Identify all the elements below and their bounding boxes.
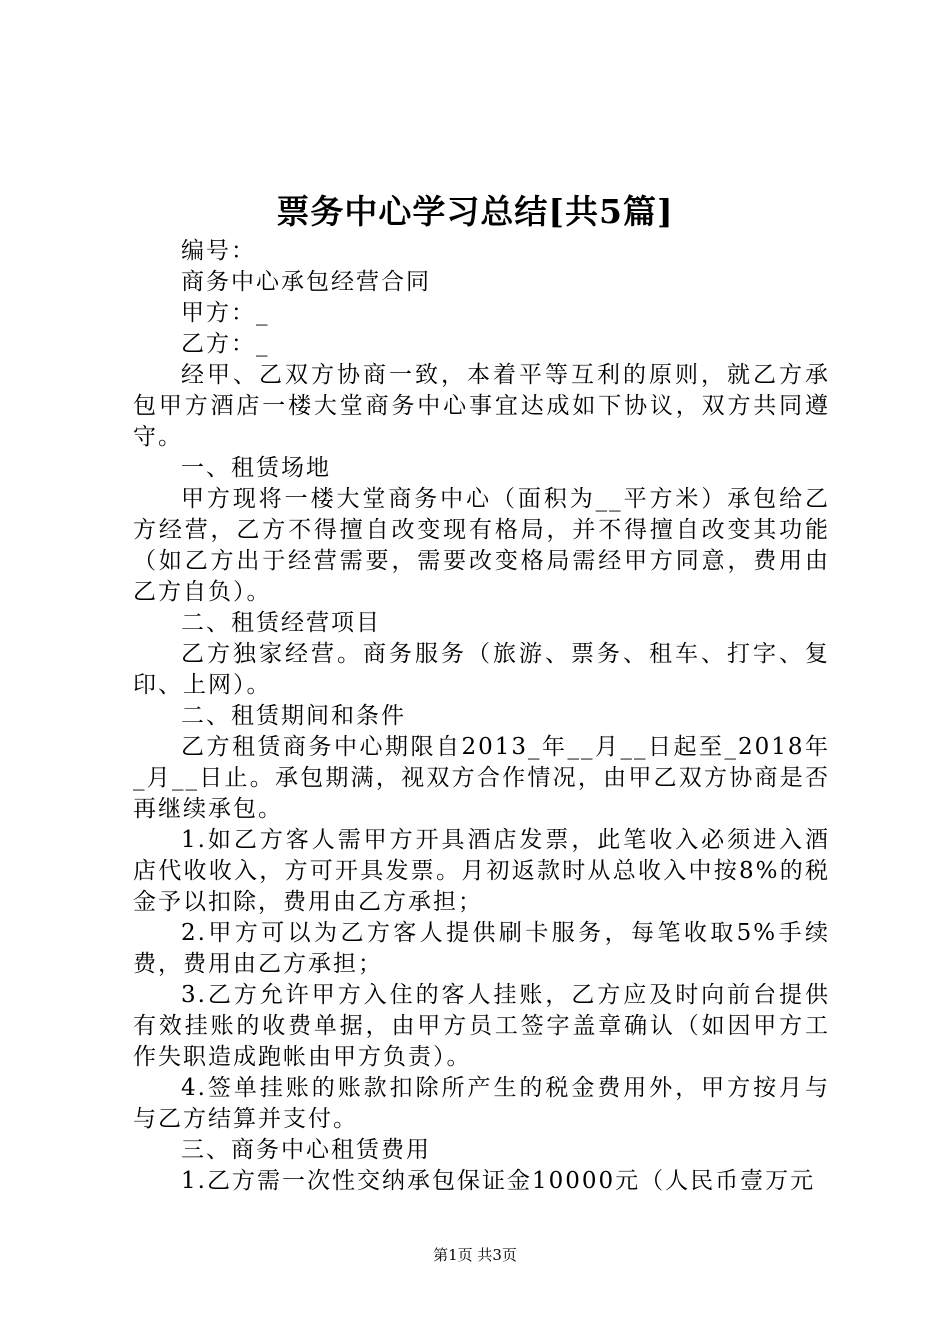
clause-4-settlement: 4.签单挂账的账款扣除所产生的税金费用外，甲方按月与与乙方结算并支付。 xyxy=(133,1075,830,1132)
paragraph-lease-term: 乙方租赁商务中心期限自2013_年__月__日起至_2018年_月__日止。承包期满，视双方合作情况，由甲乙双方协商是否再继续承包。 xyxy=(133,734,830,822)
page-footer: 第1页 共3页 xyxy=(433,1246,517,1264)
section-heading-lease-fees: 三、商务中心租赁费用 xyxy=(181,1137,431,1163)
paragraph-party-b: 乙方：_ xyxy=(181,331,270,357)
paragraph-party-a: 甲方：_ xyxy=(181,300,270,326)
clause-1-invoice: 1.如乙方客人需甲方开具酒店发票，此笔收入必须进入酒店代收收入，方可开具发票。月初返款时从总收入中按8%的税金予以扣除，费用由乙方承担； xyxy=(133,827,830,915)
section-heading-lease-term: 二、租赁期间和条件 xyxy=(181,703,406,729)
clause-3-charge-account: 3.乙方允许甲方入住的客人挂账，乙方应及时向前台提供有效挂账的收费单据，由甲方员工签字盖章确认（如因甲方工作失职造成跑帐由甲方负责）。 xyxy=(133,982,830,1070)
clause-2-card-service: 2.甲方可以为乙方客人提供刷卡服务，每笔收取5%手续费，费用由乙方承担； xyxy=(133,920,830,977)
clause-1-deposit: 1.乙方需一次性交纳承包保证金10000元（人民币壹万元 xyxy=(181,1168,816,1194)
document-title: 票务中心学习总结[共5篇] xyxy=(276,192,674,231)
paragraph-contract-name: 商务中心承包经营合同 xyxy=(181,269,431,295)
paragraph-lease-site: 甲方现将一楼大堂商务中心（面积为__平方米）承包给乙方经营，乙方不得擅自改变现有格局，并不得擅自改变其功能（如乙方出于经营需要，需要改变格局需经甲方同意，费用由乙方自负）。 xyxy=(133,486,830,605)
section-heading-lease-site: 一、租赁场地 xyxy=(181,455,331,481)
paragraph-number-label: 编号： xyxy=(181,238,256,264)
paragraph-preamble: 经甲、乙双方协商一致，本着平等互利的原则，就乙方承包甲方酒店一楼大堂商务中心事宜达成如下协议，双方共同遵守。 xyxy=(133,362,830,450)
document-body xyxy=(133,236,830,1197)
paragraph-business-items: 乙方独家经营。商务服务（旅游、票务、租车、打字、复印、上网）。 xyxy=(133,641,830,698)
section-heading-business-items: 二、租赁经营项目 xyxy=(181,610,381,636)
